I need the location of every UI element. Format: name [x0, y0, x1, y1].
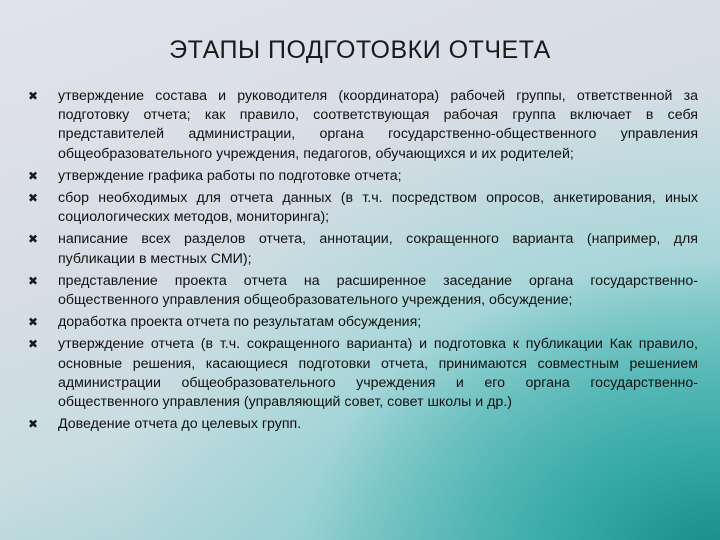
list-item: [28, 415, 698, 434]
list-item-text: Доведение отчета до целевых групп.: [58, 416, 302, 433]
list-item-text: написание всех разделов отчета, аннотации, сокращенного варианта (например, для публикации в местных СМИ);: [58, 231, 698, 267]
x-mark-icon: ✖: [28, 417, 39, 432]
list-item-text: утверждение графика работы по подготовке отчета;: [58, 167, 402, 184]
x-mark-icon: ✖: [28, 273, 39, 288]
list-item: [28, 230, 698, 268]
x-mark-icon: ✖: [28, 168, 39, 183]
x-mark-icon: ✖: [28, 315, 39, 330]
list-item: [28, 272, 698, 310]
list-item-text: утверждение состава и руководителя (координатора) рабочей группы, ответственной за подготовку отчета; как правило, соответствующая рабочая группа включает в себя представителей администрации, органа государственно-общественного управления общеобразовательного учреждения, педагогов, обучающихся и их родителей;: [58, 88, 698, 162]
list-item-text: доработка проекта отчета по результатам обсуждения;: [58, 314, 422, 331]
list-item: [28, 335, 698, 412]
list-item-text: представление проекта отчета на расширенное заседание органа государственно-общественного управления общеобразовательного учреждения, обсуждение;: [58, 272, 698, 309]
list-item: [28, 313, 698, 332]
x-mark-icon: ✖: [28, 337, 39, 352]
list-item: [28, 87, 698, 164]
x-mark-icon: ✖: [28, 89, 39, 103]
list-item: [28, 189, 698, 227]
list-item-text: сбор необходимых для отчета данных (в т.ч. посредством опросов, анкетирования, иных социологических методов, мониторинга);: [58, 190, 698, 226]
x-mark-icon: ✖: [28, 232, 39, 247]
list-item-text: утверждение отчета (в т.ч. сокращенного варианта) и подготовка к публикации Как правило, основные решения, касающиеся подготовки отчета, принимаются совместным решением администрации общеобразовательного учреждения и его органа государственно-общественного управления (управляющий совет, совет школы и др.): [58, 336, 698, 411]
list-item: [28, 167, 698, 186]
stages-list: [28, 87, 698, 437]
x-mark-icon: ✖: [28, 191, 39, 206]
slide-title: ЭТАПЫ ПОДГОТОВКИ ОТЧЕТА: [169, 36, 551, 64]
